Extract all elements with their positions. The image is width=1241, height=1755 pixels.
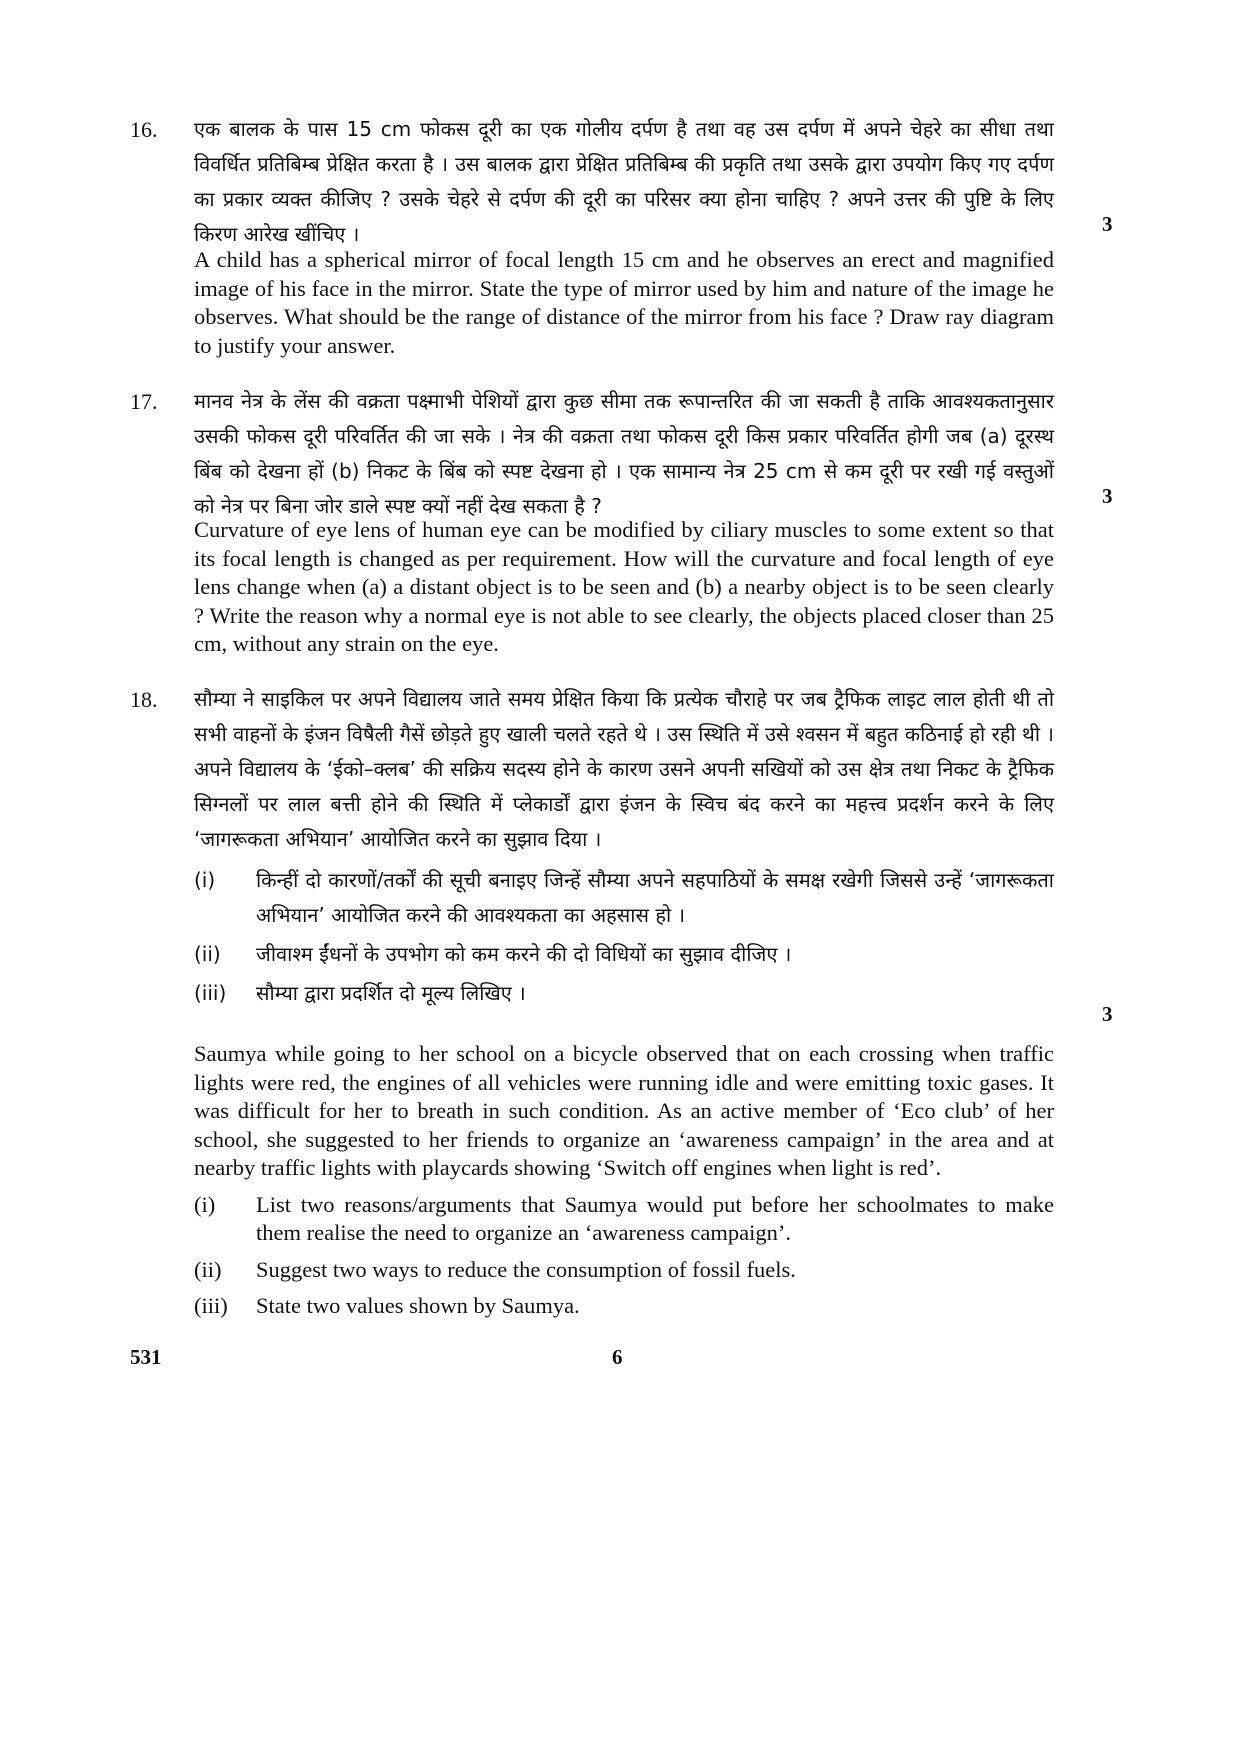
question-18-hindi-block <box>194 682 1054 1011</box>
question-number: 16. <box>130 117 158 142</box>
question-number: 18. <box>130 687 158 712</box>
question-18-hindi-part-i <box>194 863 1054 933</box>
question-17-hindi-block <box>194 384 1054 524</box>
part-number: (iii) <box>194 1293 228 1318</box>
question-16-marks: 3 <box>1102 212 1113 236</box>
question-18-hindi-text: सौम्या ने साइकिल पर अपने विद्यालय जाते समय प्रेक्षित किया कि प्रत्येक चौराहे पर जब ट्रैफिक लाइट लाल होती थी तो सभी वाहनों के इंजन विषैली गैसें छोड़ते हुए खाली चलते रहते थे । उस स्थिति में उसे श्वसन में बहुत कठिनाई हो रही थी । अपने विद्यालय के ‘ईको–क्लब’ की सक्रिय सदस्य होने के कारण उसने अपनी सखियों को उस क्षेत्र तथा निकट के ट्रैफिक सिग्नलों पर लाल बत्ती होने की स्थिति में प्लेकार्डों द्वारा इंजन के स्विच बंद करने का महत्त्व प्रदर्शन करने के लिए ‘जागरूकता अभियान’ आयोजित करने का सुझाव दिया । <box>194 687 1054 851</box>
question-18-english-block <box>194 1040 1054 1321</box>
part-text: State two values shown by Saumya. <box>256 1293 580 1318</box>
part-number: (iii) <box>194 981 227 1005</box>
page-number: 6 <box>612 1345 623 1369</box>
part-text: सौम्या द्वारा प्रदर्शित दो मूल्य लिखिए । <box>256 981 526 1005</box>
part-text: List two reasons/arguments that Saumya would put before her schoolmates to make them realise the need to organize an ‘awareness campaign’. <box>256 1191 1054 1245</box>
question-16-english-block <box>194 246 1054 360</box>
question-16-hindi-block <box>194 112 1054 252</box>
part-text: जीवाश्म ईंधनों के उपभोग को कम करने की दो विधियों का सुझाव दीजिए । <box>256 942 792 966</box>
question-18-english-part-iii <box>194 1292 1054 1321</box>
part-number: (i) <box>194 868 216 892</box>
question-18-english-text: Saumya while going to her school on a bicycle observed that on each crossing when traffic lights were red, the engines of all vehicles were running idle and were emitting toxic gases. It was difficult for her to breath in such condition. As an active member of ‘Eco club’ of her school, she suggested to her friends to organize an ‘awareness campaign’ in the area and at nearby traffic lights with playcards showing ‘Switch off engines when light is red’. <box>194 1041 1054 1180</box>
question-18-hindi-part-ii <box>194 937 1054 972</box>
question-number: 17. <box>130 389 158 414</box>
question-16-english-text: A child has a spherical mirror of focal length 15 cm and he observes an erect and magnified image of his face in the mirror. State the type of mirror used by him and nature of the image he observes. What should be the range of distance of the mirror from his face ? Draw ray diagram to justify your answer. <box>194 247 1054 358</box>
part-number: (ii) <box>194 1256 222 1282</box>
question-18-english-part-ii <box>194 1256 1054 1285</box>
question-17-english-block <box>194 516 1054 659</box>
question-17-hindi-text: मानव नेत्र के लेंस की वक्रता पक्ष्माभी पेशियों द्वारा कुछ सीमा तक रूपान्तरित की जा सकती है ताकि आवश्यकतानुसार उसकी फोकस दूरी परिवर्तित की जा सके । नेत्र की वक्रता तथा फोकस दूरी किस प्रकार परिवर्तित होगी जब (a) दूरस्थ बिंब को देखना हों (b) निकट के बिंब को स्पष्ट देखना हो । एक सामान्य नेत्र 25 cm से कम दूरी पर रखी गई वस्तुओं को नेत्र पर बिना जोर डाले स्पष्ट क्यों नहीं देख सकता है ? <box>194 389 1054 518</box>
part-number: (ii) <box>194 942 221 966</box>
part-text: Suggest two ways to reduce the consumption of fossil fuels. <box>256 1256 796 1282</box>
paper-code: 531 <box>130 1345 162 1369</box>
question-18-hindi-part-iii <box>194 976 1054 1011</box>
part-number: (i) <box>194 1191 216 1217</box>
question-17-english-text: Curvature of eye lens of human eye can be modified by ciliary muscles to some extent so that its focal length is changed as per requirement. How will the curvature and focal length of eye lens change when (a) a distant object is to be seen and (b) a nearby object is to be seen clearly ? Write the reason why a normal eye is not able to see clearly, the objects placed closer than 25 cm, without any strain on the eye. <box>194 517 1054 656</box>
part-text: किन्हीं दो कारणों/तर्कों की सूची बनाइए जिन्हें सौम्या अपने सहपाठियों के समक्ष रखेगी जिससे उन्हें ‘जागरूकता अभियान’ आयोजित करने की आवश्यकता का अहसास हो । <box>256 868 1054 927</box>
question-17-marks: 3 <box>1102 484 1113 508</box>
question-18-english-part-i <box>194 1191 1054 1248</box>
question-18-marks: 3 <box>1102 1002 1113 1026</box>
question-16-hindi-text: एक बालक के पास 15 cm फोकस दूरी का एक गोलीय दर्पण है तथा वह उस दर्पण में अपने चेहरे का सीधा तथा विवर्धित प्रतिबिम्ब प्रेक्षित करता है । उस बालक द्वारा प्रेक्षित प्रतिबिम्ब की प्रकृति तथा उसके द्वारा उपयोग किए गए दर्पण का प्रकार व्यक्त कीजिए ? उसके चेहरे से दर्पण की दूरी का परिसर क्या होना चाहिए ? अपने उत्तर की पुष्टि के लिए किरण आरेख खींचिए । <box>194 117 1054 246</box>
